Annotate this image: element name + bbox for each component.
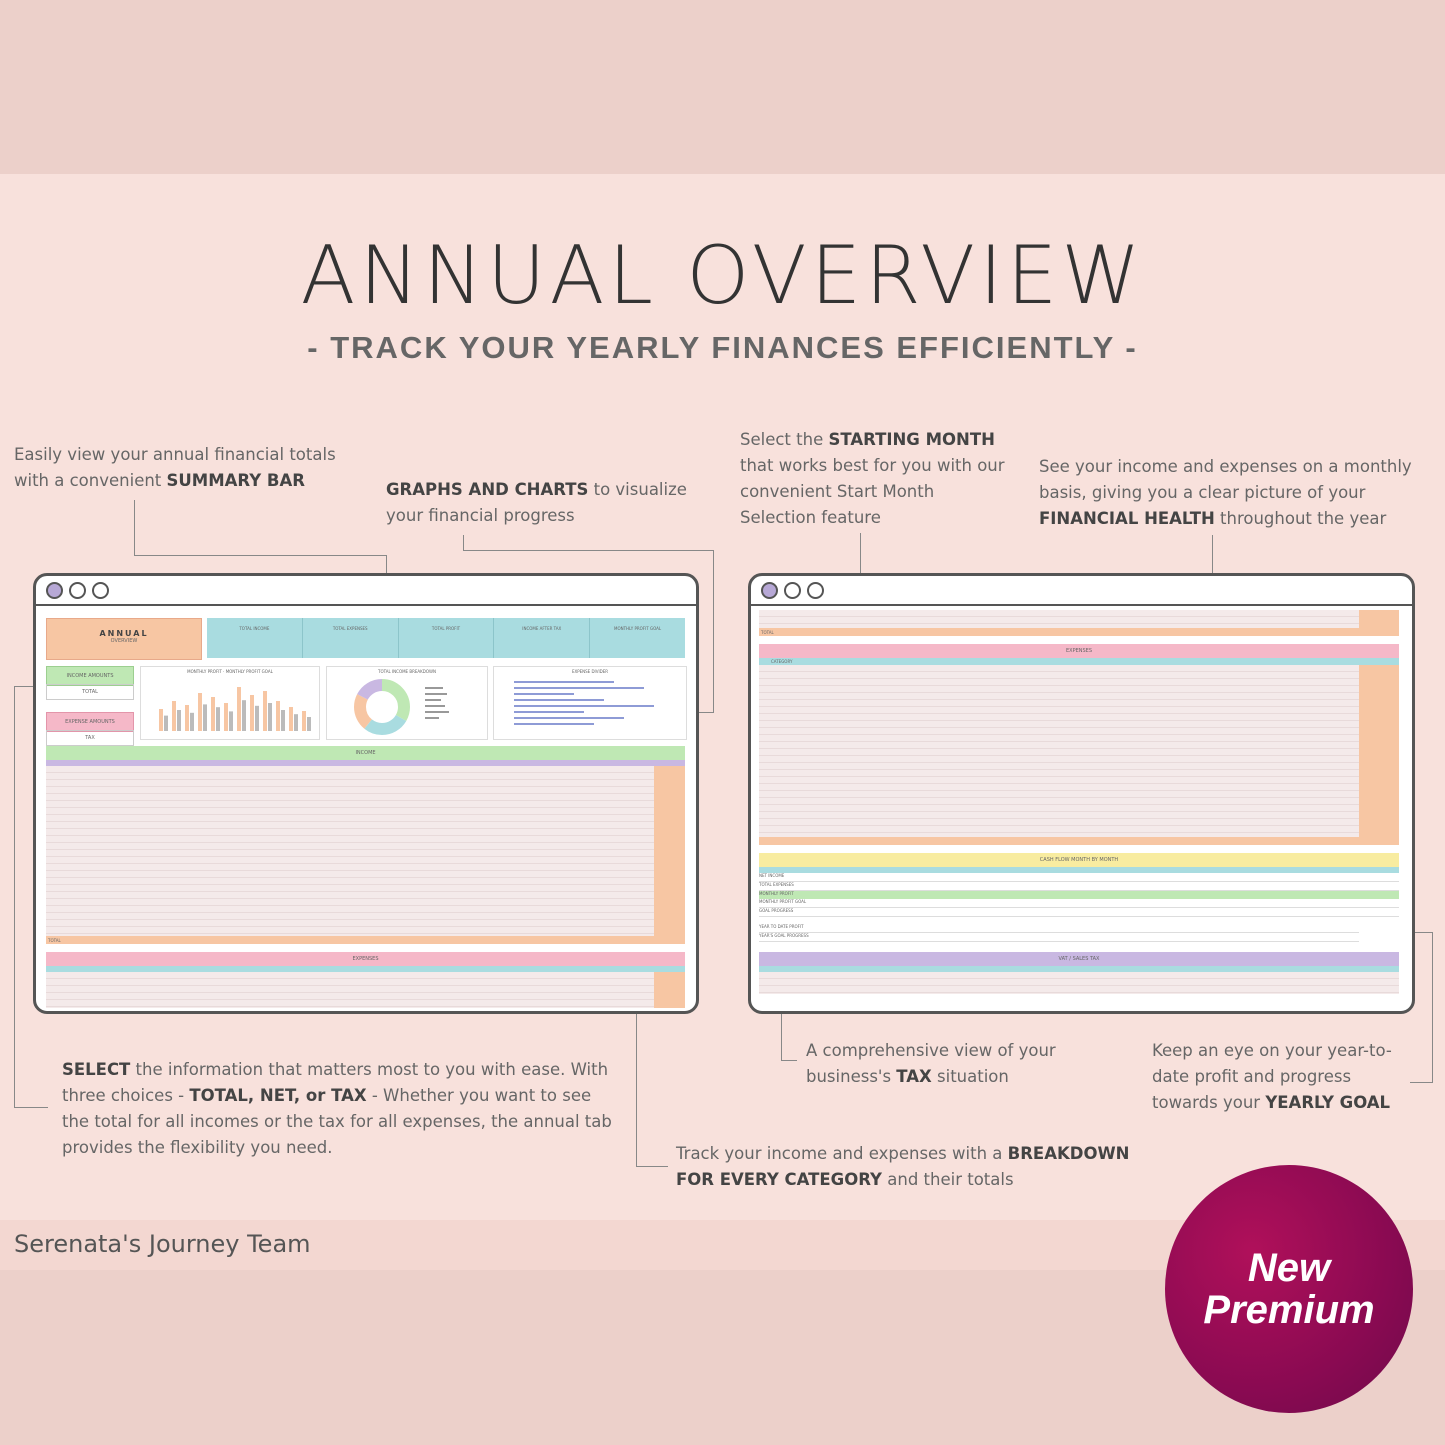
goal-bar <box>229 711 233 731</box>
income-amounts-toggle[interactable] <box>46 666 134 686</box>
badge-line-2: Premium <box>1203 1288 1375 1332</box>
summary-label: INCOME AFTER TAX <box>522 626 562 631</box>
cash-flow-row: GOAL PROGRESS <box>759 908 1399 917</box>
expenses-header-label: EXPENSES <box>1065 648 1092 654</box>
expenses-total-column <box>1359 665 1399 837</box>
page-subtitle: - TRACK YOUR YEARLY FINANCES EFFICIENTLY - <box>307 330 1138 365</box>
annual-title-box <box>46 618 202 660</box>
expenses-total-row <box>759 837 1399 845</box>
income-header-label: INCOME <box>355 750 376 756</box>
cash-flow-row: MONTHLY PROFIT GOAL <box>759 899 1399 908</box>
connector-line <box>134 500 135 555</box>
annotation-ytd: Keep an eye on your year-to-date profit and progress towards your YEARLY GOAL <box>1152 1041 1392 1112</box>
summary-cell <box>589 618 685 658</box>
income-total-column <box>1359 610 1399 628</box>
goal-bar <box>177 710 181 731</box>
expense-select[interactable] <box>46 730 134 746</box>
expenses-header <box>759 644 1399 658</box>
profit-bar <box>211 697 215 731</box>
cash-flow-header <box>759 853 1399 867</box>
summary-cell <box>302 618 398 658</box>
profit-bar <box>302 711 306 731</box>
profit-bar <box>250 695 254 731</box>
connector-line <box>781 1060 797 1061</box>
window-titlebar <box>751 576 1412 606</box>
profit-bar <box>172 701 176 731</box>
income-total-row <box>46 936 685 944</box>
goal-bar <box>216 707 220 731</box>
window-dot-icon <box>46 582 63 599</box>
ytd-table <box>759 924 1359 942</box>
expenses-total-column <box>654 972 685 1008</box>
expense-amounts-toggle[interactable] <box>46 712 134 732</box>
donut-chart <box>327 675 487 739</box>
expense-divider-chart <box>493 666 687 740</box>
profit-bars <box>145 675 315 735</box>
cash-flow-row: TOTAL EXPENSES <box>759 882 1399 891</box>
vat-table <box>759 972 1399 994</box>
cash-flow-row: MONTHLY PROFIT <box>759 891 1399 899</box>
expenses-month-row[interactable] <box>759 658 1399 665</box>
annotation-financial-health: See your income and expenses on a monthly basis, giving you a clear picture of your FINANCIAL HEALTH throughout the year <box>1039 457 1412 528</box>
income-header <box>46 746 685 760</box>
ytd-row: YEAR'S GOAL PROGRESS <box>759 933 1359 942</box>
profit-bar <box>198 693 202 731</box>
summary-bar <box>207 618 685 658</box>
chart-title: EXPENSE DIVIDER <box>571 669 609 674</box>
cash-flow-table <box>759 873 1399 915</box>
total-row-label: TOTAL <box>761 630 774 635</box>
profit-bar <box>237 687 241 731</box>
summary-cell <box>398 618 494 658</box>
expenses-header <box>46 952 685 966</box>
connector-line <box>713 550 714 712</box>
window-dot-icon <box>761 582 778 599</box>
summary-label: TOTAL PROFIT <box>431 626 461 631</box>
window-dot-icon <box>69 582 86 599</box>
window-dot-icon <box>807 582 824 599</box>
expense-select-value: TAX <box>85 735 95 741</box>
goal-bar <box>203 704 207 731</box>
annual-sheet <box>36 606 696 1011</box>
expenses-table <box>46 972 654 1008</box>
connector-line <box>1410 1082 1433 1083</box>
monthly-profit-chart <box>140 666 320 740</box>
goal-bar <box>164 716 168 731</box>
vat-label: VAT / SALES TAX <box>1058 956 1100 962</box>
profit-bar <box>185 705 189 731</box>
brand-name: Serenata's Journey Team <box>14 1230 311 1258</box>
annotation-graphs: GRAPHS AND CHARTS to visualize your financial progress <box>386 480 687 525</box>
left-browser-window <box>33 573 699 1014</box>
annotation-starting-month: Select the STARTING MONTH that works best for you with our convenient Start Month Selection feature <box>740 430 1005 527</box>
badge-line-1: New <box>1247 1246 1331 1290</box>
summary-label: TOTAL EXPENSES <box>332 626 368 631</box>
summary-cell <box>493 618 589 658</box>
profit-bar <box>289 707 293 731</box>
income-breakdown-chart <box>326 666 488 740</box>
income-total-column <box>654 766 685 936</box>
annotation-breakdown: Track your income and expenses with a BREAKDOWN FOR EVERY CATEGORY and their totals <box>676 1144 1130 1189</box>
category-label: CATEGORY <box>771 659 793 664</box>
connector-line <box>1432 932 1433 1082</box>
chart-title: TOTAL INCOME BREAKDOWN <box>378 669 436 674</box>
connector-line <box>134 555 386 556</box>
goal-bar <box>294 714 298 731</box>
expenses-table <box>759 665 1359 837</box>
chart-title: MONTHLY PROFIT · MONTHLY PROFIT GOAL <box>187 669 273 674</box>
vat-header <box>759 952 1399 966</box>
window-titlebar <box>36 576 696 606</box>
total-row-label: TOTAL <box>48 938 61 943</box>
goal-bar <box>307 717 311 731</box>
connector-line <box>14 686 15 1108</box>
profit-bar <box>263 691 267 731</box>
top-band <box>0 0 1445 174</box>
expense-bars <box>496 677 686 737</box>
income-select[interactable] <box>46 684 134 700</box>
connector-line <box>14 1107 48 1108</box>
connector-line <box>463 550 713 551</box>
income-amounts-label: INCOME AMOUNTS <box>66 673 114 679</box>
summary-cell <box>207 618 302 658</box>
annual-title: ANNUAL <box>99 629 149 638</box>
summary-label: MONTHLY PROFIT GOAL <box>614 626 662 631</box>
connector-line <box>463 535 464 550</box>
profit-bar <box>224 703 228 731</box>
summary-label: TOTAL INCOME <box>239 626 270 631</box>
profit-bar <box>276 701 280 731</box>
goal-bar <box>281 710 285 731</box>
income-rows <box>759 610 1359 628</box>
income-select-value: TOTAL <box>82 689 98 695</box>
right-browser-window <box>748 573 1415 1014</box>
income-table <box>46 766 654 936</box>
cash-flow-row: NET INCOME <box>759 873 1399 882</box>
goal-bar <box>190 713 194 731</box>
cash-flow-label: CASH FLOW MONTH BY MONTH <box>1039 857 1119 863</box>
expenses-header-label: EXPENSES <box>352 956 379 962</box>
ytd-row: YEAR TO DATE PROFIT <box>759 924 1359 933</box>
monthly-sheet <box>751 606 1412 1011</box>
new-premium-badge <box>1165 1165 1413 1413</box>
window-dot-icon <box>92 582 109 599</box>
connector-line <box>636 1166 668 1167</box>
annotation-summary-bar: Easily view your annual financial totals with a convenient SUMMARY BAR <box>14 445 336 490</box>
goal-bar <box>255 706 259 731</box>
page-title: ANNUAL OVERVIEW <box>300 229 1145 322</box>
profit-bar <box>159 709 163 731</box>
annotation-select: SELECT the information that matters most to you with ease. With three choices - TOTAL, NET, or TAX - Whether you want to see the total for all incomes or the tax for all expenses, the annual tab provides the flexibility you need. <box>62 1060 612 1157</box>
annual-subtitle: OVERVIEW <box>110 638 138 644</box>
annotation-tax: A comprehensive view of your business's TAX situation <box>806 1041 1056 1086</box>
income-total-row <box>759 628 1399 636</box>
goal-bar <box>242 700 246 731</box>
window-dot-icon <box>784 582 801 599</box>
goal-bar <box>268 703 272 731</box>
expense-amounts-label: EXPENSE AMOUNTS <box>65 719 115 725</box>
